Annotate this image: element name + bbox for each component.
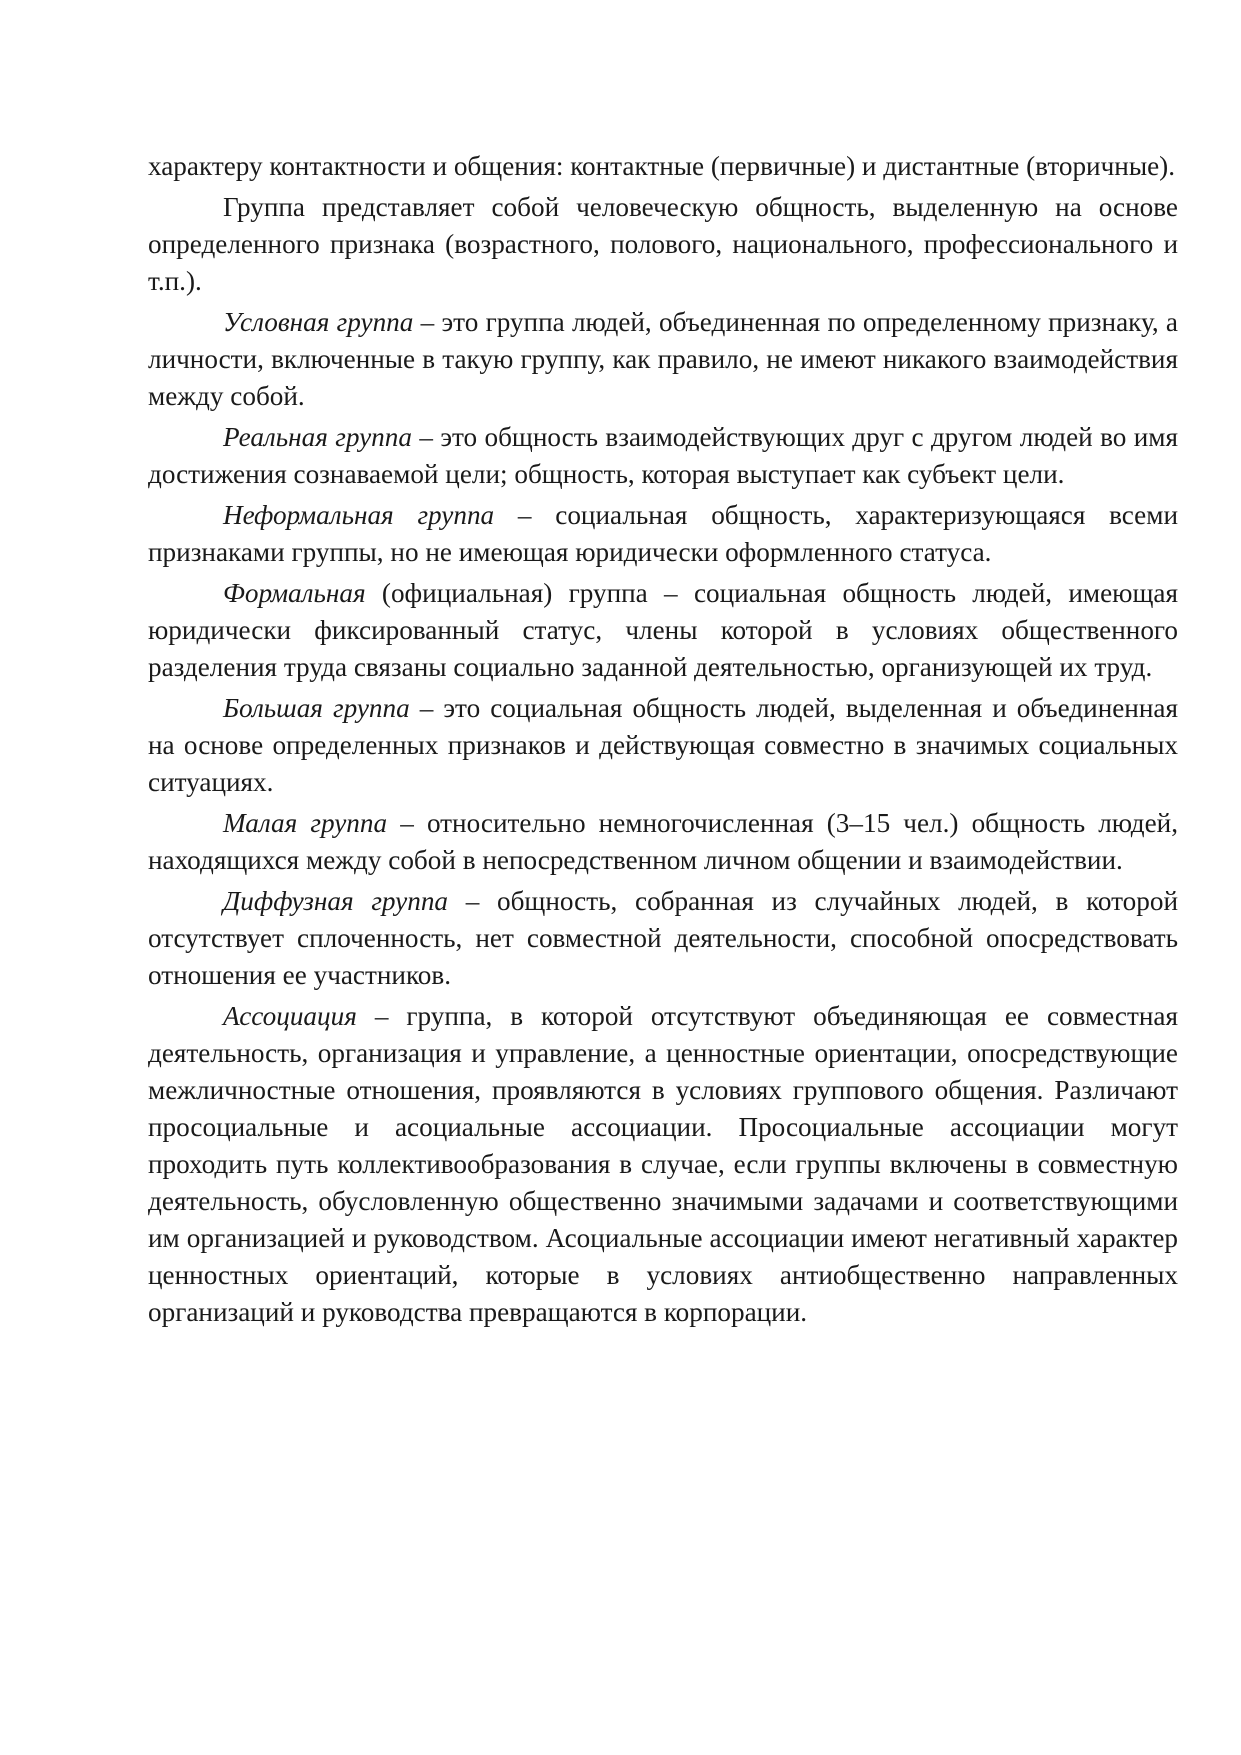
paragraph-association <box>148 998 1178 1331</box>
paragraph-diffuse-group <box>148 883 1178 994</box>
term-italic: Диффузная группа <box>223 886 449 916</box>
paragraph-formal-group <box>148 575 1178 686</box>
document-page <box>148 148 1178 1331</box>
paragraph-continuation <box>148 148 1178 185</box>
term-italic: Неформальная группа <box>223 500 495 530</box>
paragraph-text: – это общность взаимодействующих друг с другом людей во имя достижения сознаваемой цели; общность, которая выступает как субъект цели. <box>148 422 1178 489</box>
term-italic: Малая группа <box>223 808 388 838</box>
term-italic: Ассоциация <box>223 1001 357 1031</box>
paragraph-conditional-group <box>148 304 1178 415</box>
paragraph-text: – социальная общность, характеризующаяся всеми признаками группы, но не имеющая юридически оформленного статуса. <box>148 500 1179 567</box>
paragraph-informal-group <box>148 497 1178 571</box>
paragraph-text: – группа, в которой отсутствуют объединяющая ее совместная деятельность, организация и управление, а ценностные ориентации, опосредствующие межличностные отношения, проявляются в условиях группового общения. Различают просоциальные и асоциальные ассоциации. Просоциальные ассоциации могут проходить путь коллективообразования в случае, если группы включены в совместную деятельность, обусловленную общественно значимыми задачами и соответствующими им организацией и руководством. Асоциальные ассоциации имеют негативный характер ценностных ориентаций, которые в условиях антиобщественно направленных организаций и руководства превращаются в корпорации. <box>148 1001 1178 1327</box>
paragraph-text: – относительно немногочисленная (3–15 чел.) общность людей, находящихся между собой в непосредственном личном общении и взаимодействии. <box>148 808 1178 875</box>
paragraph-large-group <box>148 690 1178 801</box>
paragraph-text: – это группа людей, объединенная по определенному признаку, а личности, включенные в такую группу, как правило, не имеют никакого взаимодействия между собой. <box>148 307 1178 411</box>
paragraph-text: – общность, собранная из случайных людей, в которой отсутствует сплоченность, нет совместной деятельности, способной опосредствовать отношения ее участников. <box>148 886 1178 990</box>
paragraph-group-definition <box>148 189 1178 300</box>
paragraph-small-group <box>148 805 1178 879</box>
paragraph-text: (официальная) группа – социальная общность людей, имеющая юридически фиксированный статус, члены которой в условиях общественного разделения труда связаны социально заданной деятельностью, организующей их труд. <box>148 578 1178 682</box>
paragraph-text: Группа представляет собой человеческую общность, выделенную на основе определенного признака (возрастного, полового, национального, профессионального и т.п.). <box>148 192 1178 296</box>
term-italic: Реальная группа <box>223 422 412 452</box>
term-italic: Формальная <box>223 578 366 608</box>
paragraph-real-group <box>148 419 1178 493</box>
term-italic: Условная группа <box>223 307 414 337</box>
term-italic: Большая группа <box>223 693 410 723</box>
paragraph-text: характеру контактности и общения: контактные (первичные) и дистантные (вторичные). <box>148 151 1176 181</box>
paragraph-text: – это социальная общность людей, выделенная и объединенная на основе определенных признаков и действующая совместно в значимых социальных ситуациях. <box>148 693 1178 797</box>
